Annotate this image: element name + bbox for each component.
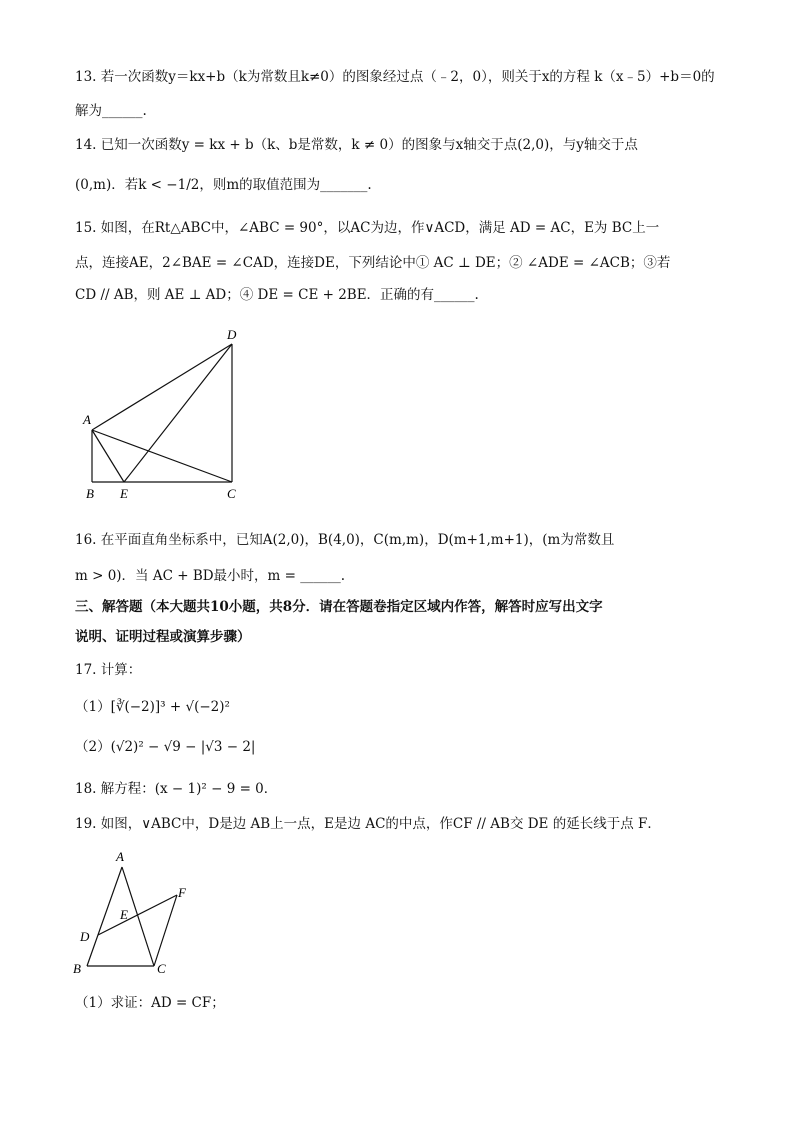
- label-C: C: [157, 961, 166, 976]
- segment-CF: [154, 895, 177, 966]
- segment-AD: [92, 344, 232, 430]
- q17-part1: （1）[∛(−2)]³ + √(−2)²: [75, 699, 230, 715]
- label-D: D: [80, 929, 90, 944]
- label-C: C: [227, 486, 236, 501]
- label-A: A: [83, 412, 91, 427]
- q13-line1: 13. 若一次函数y＝kx+b（k为常数且k≠0）的图象经过点（﹣2，0），则关于x的方程 k（x﹣5）+b＝0的: [75, 69, 715, 85]
- q16-line2: m > 0)．当 AC + BD最小时，m = ______.: [75, 568, 346, 584]
- label-E: E: [120, 907, 128, 922]
- label-B: B: [86, 486, 94, 501]
- figure-19-diagram: [70, 845, 200, 980]
- label-D: D: [227, 327, 237, 342]
- q16-line1: 16. 在平面直角坐标系中，已知A(2,0)，B(4,0)，C(m,m)，D(m+1,m+1)，(m为常数且: [75, 532, 615, 548]
- q19-part1: （1）求证：AD = CF；: [75, 995, 225, 1011]
- q17-title: 17. 计算：: [75, 662, 142, 678]
- segment-AC: [92, 430, 232, 482]
- segment-DE: [124, 344, 232, 482]
- figure-15-diagram: [80, 322, 250, 504]
- section3-line1: 三、解答题（本大题共10小题，共8分．请在答题卷指定区域内作答，解答时应写出文字: [75, 599, 603, 615]
- q19-line1: 19. 如图，∨ABC中，D是边 AB上一点，E是边 AC的中点，作CF // AB交 DE 的延长线于点 F．: [75, 816, 661, 832]
- q18-text: 18. 解方程：(x − 1)² − 9 = 0．: [75, 781, 278, 797]
- q15-line1: 15. 如图，在Rt△ABC中，∠ABC = 90°，以AC为边，作∨ACD，满足 AD = AC，E为 BC上一: [75, 220, 660, 236]
- q17-part2: （2）(√2)² − √9 − |√3 − 2|: [75, 739, 256, 755]
- label-F: F: [178, 885, 186, 900]
- label-E: E: [120, 486, 128, 501]
- label-A: A: [116, 849, 124, 864]
- q13-line2: 解为______.: [75, 103, 147, 119]
- q15-line3: CD // AB，则 AE ⊥ AD；④ DE = CE + 2BE．正确的有______.: [75, 287, 479, 303]
- q14-line1: 14. 已知一次函数y = kx + b（k、b是常数，k ≠ 0）的图象与x轴交于点(2,0)，与y轴交于点: [75, 137, 638, 153]
- section3-line2: 说明、证明过程或演算步骤）: [75, 629, 251, 645]
- segment-AB: [87, 867, 122, 966]
- label-B: B: [73, 961, 81, 976]
- q14-line2: (0,m)．若k < −1/2，则m的取值范围为_______.: [75, 177, 372, 193]
- segment-AE: [92, 430, 124, 482]
- q15-line2: 点，连接AE，2∠BAE = ∠CAD，连接DE，下列结论中① AC ⊥ DE；② ∠ADE = ∠ACB；③若: [75, 255, 671, 271]
